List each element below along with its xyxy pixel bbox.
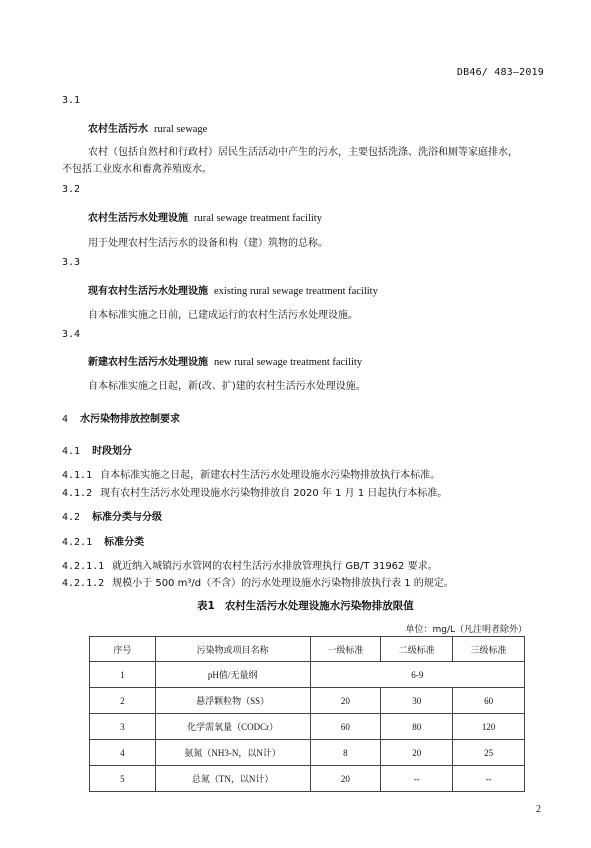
clause-text: 规模小于 500 m³/d（不含）的污水处理设施水污染物排放执行表 1 的规定。: [112, 578, 454, 589]
clause-4-1-2: [62, 484, 447, 499]
limit-cell: 20: [381, 740, 453, 766]
table-row: [90, 662, 525, 688]
clause-text: 现有农村生活污水处理设施水污染物排放自 2020 年 1 月 1 日起执行本标准。: [100, 488, 448, 499]
term-definition-line: 不包括工业废水和畜禽养殖废水。: [62, 164, 212, 175]
subsection-heading: [62, 442, 132, 457]
term-zh: 农村生活污水: [88, 124, 148, 135]
clause-text: 就近纳入城镇污水管网的农村生活污水排放管理执行 GB/T 31962 要求。: [112, 561, 438, 572]
subsection-heading: [62, 533, 144, 548]
pollutant-cell: 氨氮（NH3-N，以N计）: [155, 740, 310, 766]
table-caption: [197, 598, 414, 613]
clause-4-1-1: [62, 466, 440, 481]
page-number: 2: [536, 804, 541, 815]
limit-cell: 80: [381, 714, 453, 740]
subsection-heading: [62, 508, 162, 523]
table-row: [90, 714, 525, 740]
limit-cell: 20: [310, 766, 381, 792]
row-number-cell: 2: [90, 688, 156, 714]
document-code: DB46/ 483—2019: [456, 67, 544, 78]
table-row: [90, 740, 525, 766]
row-number-cell: 4: [90, 740, 156, 766]
term-en: existing rural sewage treatment facility: [214, 286, 378, 297]
pollutant-cell: 总氮（TN，以N计）: [155, 766, 310, 792]
term-title: [88, 353, 362, 368]
clause-number: 4.1.1: [62, 470, 93, 481]
section-title: 水污染物排放控制要求: [80, 414, 181, 425]
term-definition-line: 用于处理农村生活污水的设备和构（建）筑物的总称。: [88, 238, 328, 249]
limit-cell: 6-9: [310, 662, 525, 688]
term-en: new rural sewage treatment facility: [214, 357, 363, 368]
limit-cell: --: [453, 766, 525, 792]
clause-4-2-1-1: [62, 557, 438, 572]
header-cell: 二级标准: [381, 637, 453, 662]
table-header-row: [90, 637, 525, 662]
term-title: [88, 282, 378, 297]
subsection-title: 时段划分: [92, 446, 133, 457]
limit-cell: 20: [310, 688, 381, 714]
term-title: [88, 209, 322, 224]
term-zh: 现有农村生活污水处理设施: [88, 286, 208, 297]
term-zh: 农村生活污水处理设施: [88, 213, 188, 224]
term-en: rural sewage treatment facility: [194, 213, 322, 224]
limit-cell: 25: [453, 740, 525, 766]
table-row: [90, 766, 525, 792]
subsection-title: 标准分类与分级: [92, 512, 163, 523]
header-cell: 序号: [90, 637, 156, 662]
term-zh: 新建农村生活污水处理设施: [88, 357, 208, 368]
clause-number: 4.2.1.2: [62, 578, 105, 589]
term-en: rural sewage: [154, 124, 208, 135]
clause-number: 4.2.1.1: [62, 561, 105, 572]
header-cell: 三级标准: [453, 637, 525, 662]
limit-cell: 60: [453, 688, 525, 714]
clause-number: 3.3: [62, 257, 81, 268]
table-row: [90, 688, 525, 714]
term-definition-line: 农村（包括自然村和行政村）居民生活活动中产生的污水，主要包括洗涤、洗浴和厕等家庭排水，: [88, 147, 518, 158]
limit-cell: 60: [310, 714, 381, 740]
limit-cell: 30: [381, 688, 453, 714]
section-number: 4: [62, 414, 69, 425]
section-heading: [62, 410, 180, 425]
table-caption-number: 表1: [197, 600, 215, 612]
clause-number: 3.4: [62, 329, 81, 340]
pollutant-cell: 悬浮颗粒物（SS）: [155, 688, 310, 714]
clause-4-2-1-2: [62, 574, 454, 589]
clause-number: 3.2: [62, 184, 81, 195]
pollutant-cell: 化学需氧量（CODCr）: [155, 714, 310, 740]
row-number-cell: 3: [90, 714, 156, 740]
header-cell: 一级标准: [310, 637, 381, 662]
pollutant-cell: pH值/无量纲: [155, 662, 310, 688]
subsection-title: 标准分类: [104, 537, 145, 548]
term-definition-line: 自本标准实施之日起，新(改、扩)建的农村生活污水处理设施。: [88, 381, 366, 392]
subsection-number: 4.2: [62, 512, 81, 523]
clause-number: 3.1: [62, 95, 81, 106]
limit-cell: --: [381, 766, 453, 792]
row-number-cell: 1: [90, 662, 156, 688]
table-caption-title: 农村生活污水处理设施水污染物排放限值: [224, 600, 414, 612]
emission-limits-table: [89, 636, 525, 792]
header-cell: 污染物或项目名称: [155, 637, 310, 662]
subsection-number: 4.2.1: [62, 537, 93, 548]
clause-number: 4.1.2: [62, 488, 93, 499]
subsection-number: 4.1: [62, 446, 81, 457]
term-title: [88, 120, 207, 135]
limit-cell: 120: [453, 714, 525, 740]
table-unit-note: 单位：mg/L（凡注明者除外）: [405, 625, 527, 635]
limit-cell: 8: [310, 740, 381, 766]
clause-text: 自本标准实施之日起，新建农村生活污水处理设施水污染物排放执行本标准。: [100, 470, 441, 481]
term-definition-line: 自本标准实施之日前，已建成运行的农村生活污水处理设施。: [88, 310, 358, 321]
row-number-cell: 5: [90, 766, 156, 792]
